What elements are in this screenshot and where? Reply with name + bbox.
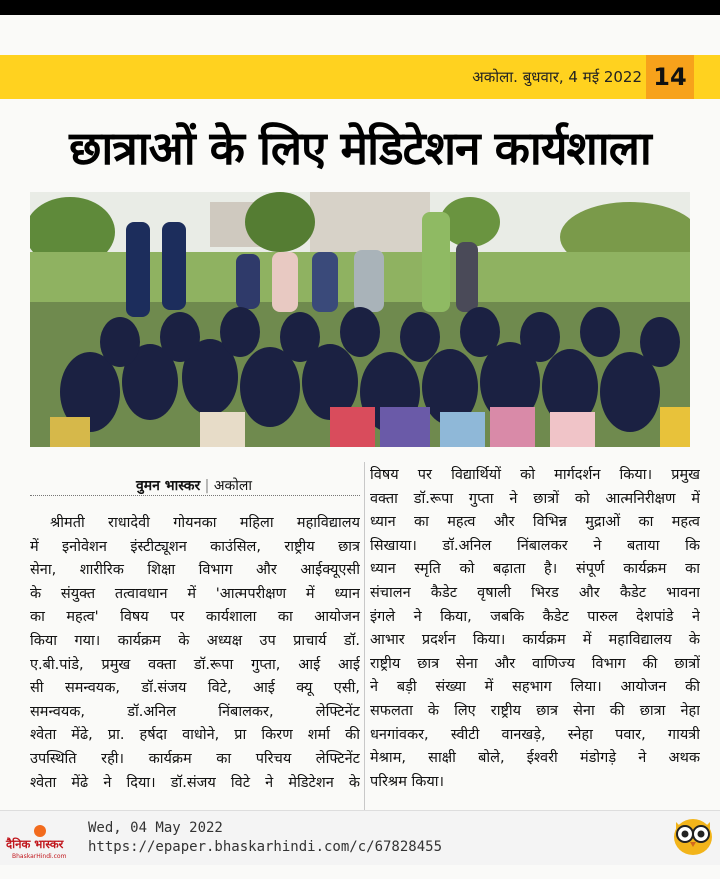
article-line: समन्वयक, डॉ.अनिल निंबालकर, लेफ्टिनेंट: [30, 703, 360, 720]
headline: छात्राओं के लिए मेडिटेशन कार्यशाला: [69, 121, 651, 175]
article-line: सेना, शारीरिक शिक्षा विभाग और आईक्यूएसी: [30, 562, 360, 579]
article-line: मेश्राम, साक्षी बोले, ईश्वरी मंडोगड़े ने अथक: [370, 750, 700, 767]
article-line: संचालन कैडेट वृषाली भिरड और कैडेट भावना: [370, 584, 700, 601]
dateline: अकोला. बुधवार, 4 मई 2022: [472, 68, 642, 86]
article-line: सी समन्वयक, डॉ.संजय विटे, आई क्यू एसी,: [30, 680, 360, 697]
byline: [136, 476, 252, 495]
article-line: ध्यान का महत्व और विभिन्न मुद्राओं का महत्व: [370, 514, 700, 531]
article-line: सिखाया। डॉ.अनिल निंबालकर ने बताया कि: [370, 537, 700, 554]
article-line: श्वेता मेंढे ने दिया। डॉ.संजय विटे ने मेडिटेशन के: [30, 774, 360, 791]
logo-text: दैनिक भास्कर: [6, 837, 64, 851]
article-line: धनगांवकर, स्वीटी वानखड़े, स्नेहा पवार, गायत्री: [370, 726, 700, 743]
article-line: विषय पर विद्यार्थियों को मार्गदर्शन किया। प्रमुख: [370, 467, 700, 483]
article-column-2: [370, 464, 700, 794]
bhaskar-logo[interactable]: [6, 825, 82, 863]
article-line: सफलता के लिए राष्ट्रीय छात्र सेना की छात्रा नेहा: [370, 702, 700, 719]
article-line: ने बड़ी संख्या में सहभाग लिया। आयोजन की: [370, 679, 700, 696]
article-line: उपस्थिति रही। कार्यक्रम का परिचय लेफ्टिनेंट: [30, 750, 360, 767]
owl-icon[interactable]: [672, 812, 714, 856]
footer-url[interactable]: https://epaper.bhaskarhindi.com/c/67828455: [88, 839, 443, 855]
page-number: 14: [646, 55, 694, 99]
byline-reporter: वुमन भास्कर: [136, 478, 201, 494]
news-photo: [30, 192, 690, 447]
article-line: के संयुक्त तत्वावधान में 'आत्मपरीक्षण में ध्यान: [30, 585, 360, 602]
article-line: इंगले ने किया, जबकि कैडेट पारुल देशपांडे ने: [370, 608, 700, 625]
article-line: श्वेता मेंढे, प्रा. हर्षदा वाधोने, प्रा किरण शर्मा की: [30, 727, 360, 744]
article-line: श्रीमती राधादेवी गोयनका महिला महाविद्यालय: [50, 515, 360, 531]
article-line: राष्ट्रीय छात्र सेना और वाणिज्य विभाग की छात्रों: [370, 655, 700, 672]
byline-separator: |: [204, 478, 210, 494]
byline-city: अकोला: [213, 478, 253, 494]
byline-divider: [30, 495, 360, 496]
photo-icon: [30, 192, 690, 447]
footer-date: Wed, 04 May 2022: [88, 820, 223, 836]
article-line: का महत्व' विषय पर कार्यशाला का आयोजन: [30, 609, 360, 626]
footer-bar: [0, 810, 720, 865]
logo-subtext: BhaskarHindi.com: [12, 853, 67, 860]
article-line: वक्ता डॉ.रूपा गुप्ता ने छात्रों को आत्मनिरीक्षण में: [370, 490, 700, 507]
article-line: परिश्रम किया।: [370, 773, 445, 790]
footer-info: [88, 819, 442, 857]
column-divider: [364, 462, 365, 820]
article-column-1: [30, 512, 360, 795]
article-line: किया गया। कार्यक्रम के अध्यक्ष उप प्राचार्य डॉ.: [30, 632, 360, 649]
article-line: में इनोवेशन इंस्टीट्यूशन काउंसिल, राष्ट्रीय छात्र: [30, 538, 360, 555]
article-line: आभार प्रदर्शन किया। कार्यक्रम में महाविद्यालय के: [370, 632, 700, 649]
article-line: ध्यान स्मृति को बढ़ाता है। संपूर्ण कार्यक्रम का: [370, 561, 700, 578]
sun-icon: [34, 825, 46, 837]
article-line: ए.बी.पांडे, प्रमुख वक्ता डॉ.रूपा गुप्ता, आई आई: [30, 656, 360, 673]
